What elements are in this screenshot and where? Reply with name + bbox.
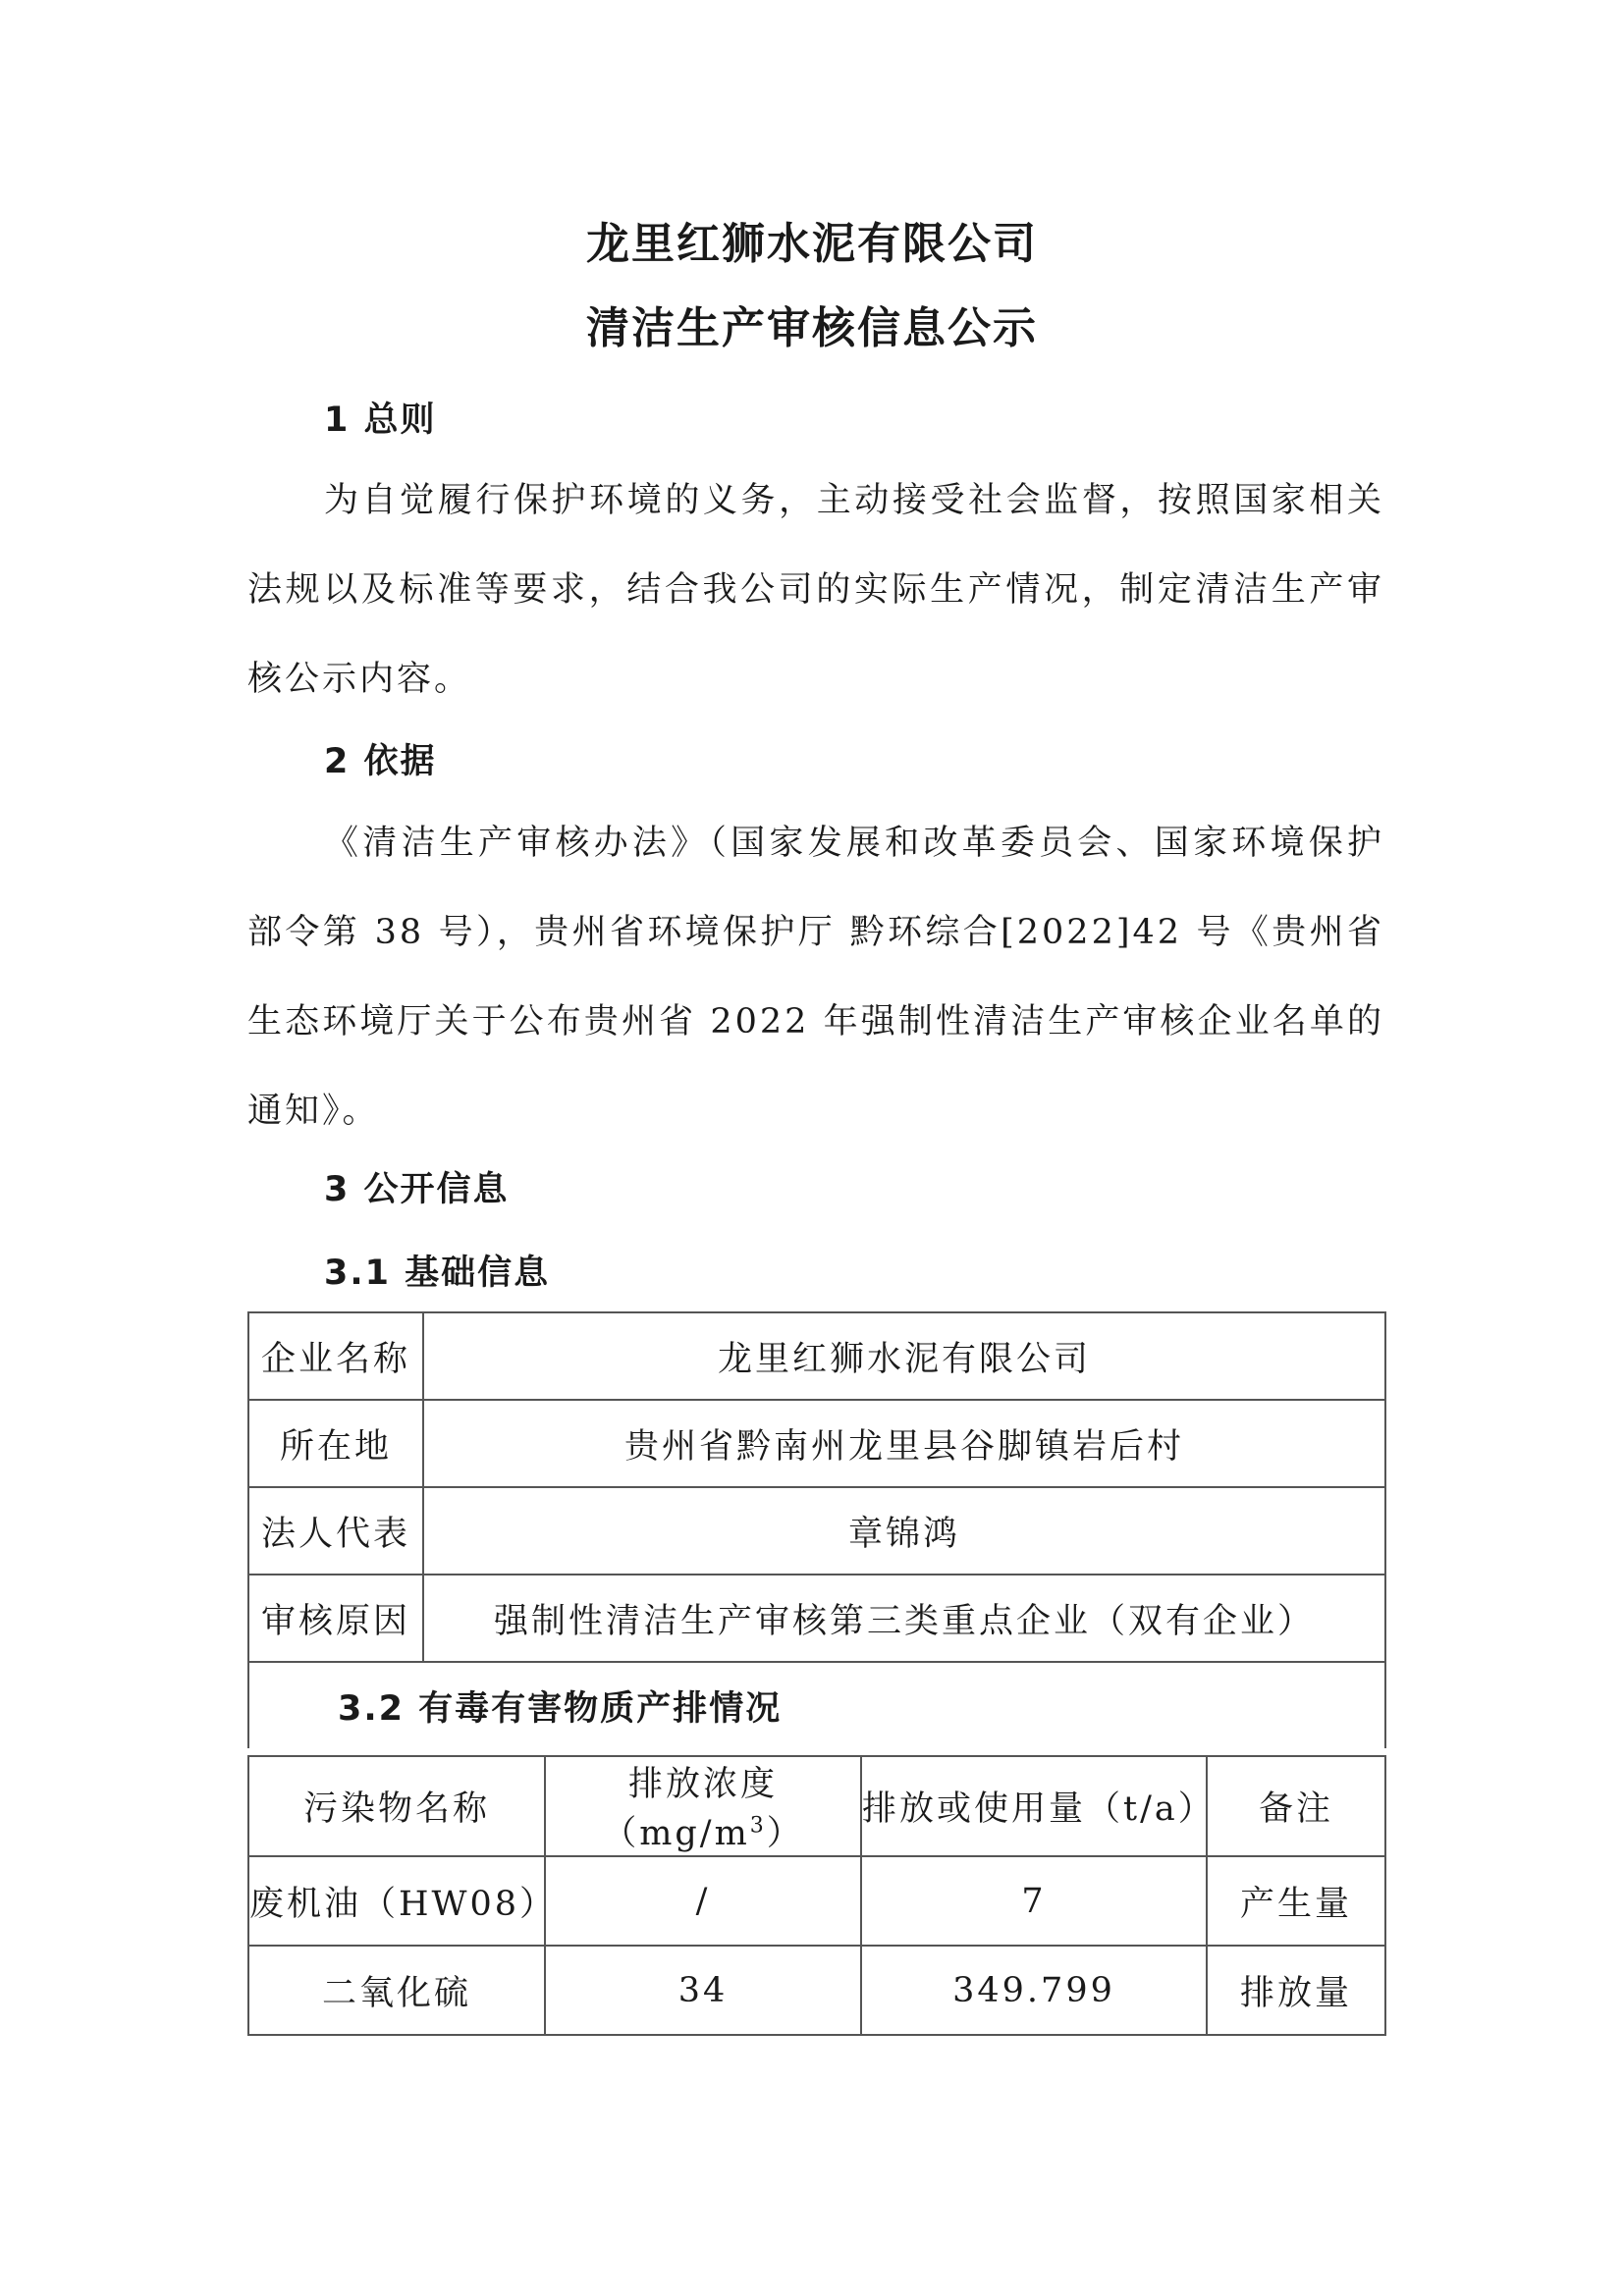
location-value: 贵州省黔南州龙里县谷脚镇岩后村 [423,1400,1385,1487]
col-concentration-sup: 3 [749,1813,767,1839]
pollutant-name: 二氧化硫 [248,1946,545,2035]
table-row [248,1400,1385,1487]
amount-value: 7 [861,1856,1207,1946]
company-name-value: 龙里红狮水泥有限公司 [423,1312,1385,1400]
table-row [248,1946,1385,2035]
col-amount: 排放或使用量（t/a） [861,1756,1207,1856]
table-header-row [248,1756,1385,1856]
col-concentration-close: ） [766,1814,804,1853]
basic-info-table [247,1311,1386,1748]
pollutant-name: 废机油（HW08） [248,1856,545,1946]
company-name-label: 企业名称 [248,1312,423,1400]
note-value: 排放量 [1207,1946,1385,2035]
section-2-text: 《清洁生产审核办法》（国家发展和改革委员会、国家环境保护部令第 38 号），贵州省环境保护厅 黔环综合[2022]42 号《贵州省生态环境厅关于公布贵州省 2022 年强制性清洁生产审核企业名单的通知》。 [247,824,1384,1131]
concentration-value: 34 [545,1946,861,2035]
note-value: 产生量 [1207,1856,1385,1946]
document-subtitle: 清洁生产审核信息公示 [586,303,1038,353]
section-1-text: 为自觉履行保护环境的义务，主动接受社会监督，按照国家相关法规以及标准等要求，结合我公司的实际生产情况，制定清洁生产审核公示内容。 [247,481,1384,699]
col-concentration [545,1756,861,1856]
col-note: 备注 [1207,1756,1385,1856]
col-concentration-text: 排放浓度（mg/m [602,1765,778,1853]
col-pollutant-name: 污染物名称 [248,1756,545,1856]
table-row [248,1575,1385,1662]
section-3-heading: 3 公开信息 [324,1170,510,1209]
table-row [248,1856,1385,1946]
hazardous-substances-table [247,1755,1386,2036]
section-3-2-heading: 3.2 有毒有害物质产排情况 [248,1662,1385,1748]
company-title: 龙里红狮水泥有限公司 [586,219,1038,269]
table-row [248,1662,1385,1748]
section-2-heading: 2 依据 [324,742,437,781]
audit-reason-label: 审核原因 [248,1575,423,1662]
location-label: 所在地 [248,1400,423,1487]
audit-reason-value: 强制性清洁生产审核第三类重点企业（双有企业） [423,1575,1385,1662]
amount-value: 349.799 [861,1946,1207,2035]
legal-rep-label: 法人代表 [248,1487,423,1575]
concentration-value: / [545,1856,861,1946]
table-row [248,1312,1385,1400]
section-3-1-heading: 3.1 基础信息 [324,1254,551,1293]
section-1-heading: 1 总则 [324,400,437,440]
legal-rep-value: 章锦鸿 [423,1487,1385,1575]
table-row [248,1487,1385,1575]
